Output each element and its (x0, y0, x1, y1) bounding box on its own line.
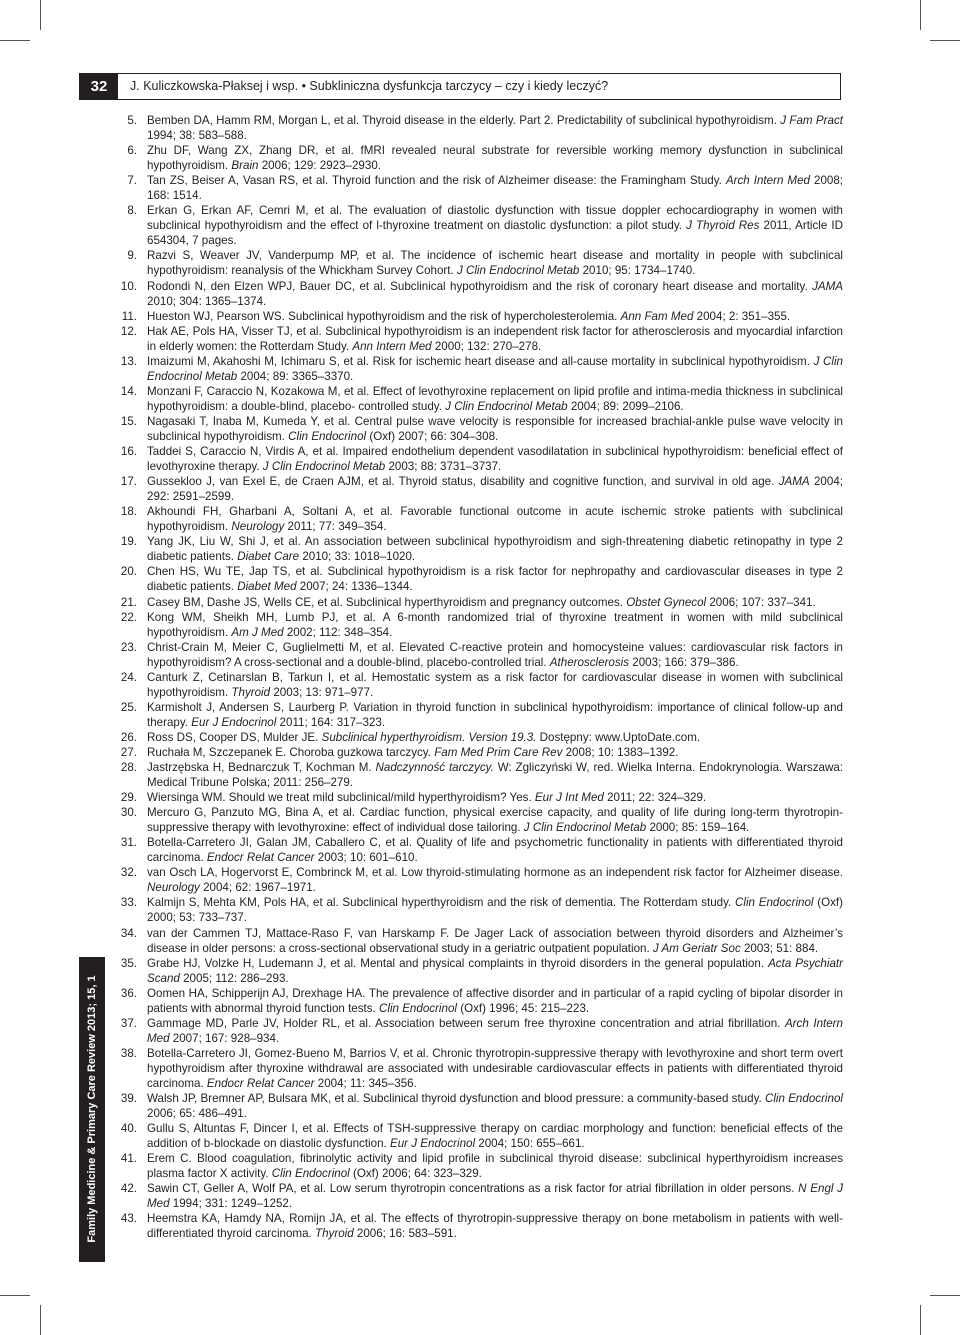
reference-text: Gussekloo J, van Exel E, de Craen AJM, et al. Thyroid status, disability and cognitive function, and survival in old age. (147, 475, 779, 489)
reference-citation: (Oxf) 1996; 45: 215–223. (456, 1001, 590, 1015)
reference-citation: 2003; 88: 3731–3737. (385, 460, 502, 474)
reference-item (113, 835, 843, 865)
reference-number: 27. (120, 745, 137, 759)
reference-journal: Diabet Care (237, 550, 300, 564)
reference-text: Oomen HA, Schipperijn AJ, Drexhage HA. The prevalence of affective disorder and in particular of a rapid cycling of bipolar disorder in patients with abnormal thyroid function tests. (147, 986, 843, 1015)
reference-item (113, 640, 843, 670)
reference-text: Sawin CT, Geller A, Wolf PA, et al. Low serum thyrotropin concentrations as a risk factor for atrial fibrillation in older persons. (147, 1182, 799, 1196)
reference-journal: Arch Intern Med (725, 174, 810, 188)
reference-number: 23. (120, 640, 137, 654)
reference-journal: Clin Endocrinol (735, 896, 814, 910)
reference-citation: 2006; 129: 2923–2930. (258, 159, 381, 173)
reference-text: Erkan G, Erkan AF, Cemri M, et al. The evaluation of diastolic dysfunction with tissue doppler echocardiography in women with subclinical hypothyroidism and the effect of l-thyroxine treatment on diastolic dysfunction: a pilot study. (147, 204, 843, 233)
reference-number: 32. (120, 866, 137, 880)
reference-item (113, 248, 843, 278)
reference-citation: 2002; 112: 348–354. (283, 625, 393, 639)
reference-citation: 2000; 132: 270–278. (431, 339, 542, 353)
reference-journal: Atherosclerosis (549, 655, 630, 669)
reference-text: Razvi S, Weaver JV, Vanderpump MP, et al. The incidence of ischemic heart disease and mortality in people with subclinical hypothyroidism: reanalysis of the Whickham Survey Cohort. (147, 249, 843, 278)
reference-number: 18. (120, 505, 137, 519)
reference-citation: (Oxf) 2000; 53: 733–737. (147, 896, 843, 925)
reference-number: 39. (120, 1092, 137, 1106)
reference-text: Hak AE, Pols HA, Visser TJ, et al. Subclinical hypothyroidism is an independent risk factor for atherosclerosis and myocardial infarction in elderly women: the Rotterdam Study. (147, 324, 843, 353)
reference-item (113, 986, 843, 1016)
reference-item (113, 895, 843, 925)
reference-journal: Clin Endocrinol (764, 1092, 843, 1106)
reference-citation: Dostępny: www.UptoDate.com. (536, 730, 701, 744)
reference-journal: J Thyroid Res (686, 219, 760, 233)
reference-citation: W: Zgliczyński W, red. Wielka Interna. Endokrynologia. Warszawa: Medical Tribune Polska; 2011: 256–279. (147, 761, 843, 790)
reference-journal: J Fam Pract (780, 114, 843, 127)
reference-item (113, 1091, 843, 1121)
reference-text: van Osch LA, Hogervorst E, Combrinck M, et al. Low thyroid-stimulating hormone as an independent risk factor for Alzheimer disease. (147, 866, 843, 880)
reference-number: 43. (120, 1212, 137, 1226)
reference-number: 26. (120, 730, 137, 744)
reference-item (113, 610, 843, 640)
reference-journal: Thyroid (231, 685, 271, 699)
reference-citation: 2003; 51: 884. (740, 941, 819, 955)
reference-text: Botella-Carretero JI, Galan JM, Caballero C, et al. Quality of life and psychometric functionality in patients with differentiated thyroid carcinoma. (147, 836, 843, 865)
reference-journal: Endocr Relat Cancer (206, 851, 315, 865)
reference-item (113, 279, 843, 309)
reference-journal: Arch Intern Med (147, 1016, 843, 1045)
reference-journal: Endocr Relat Cancer (206, 1077, 315, 1090)
reference-text: Walsh JP, Bremner AP, Bulsara MK, et al. Subclinical thyroid dysfunction and blood pressure: a community-based study. (147, 1092, 765, 1106)
reference-item (113, 113, 843, 143)
reference-number: 9. (127, 249, 137, 263)
reference-number: 33. (120, 896, 137, 910)
reference-number: 12. (120, 324, 137, 338)
reference-journal: Ann Fam Med (620, 309, 694, 323)
reference-citation: 2008; 10: 1383–1392. (562, 745, 679, 759)
reference-journal: Am J Med (231, 625, 284, 639)
reference-item (113, 670, 843, 700)
reference-number: 15. (120, 414, 137, 428)
reference-journal: Obstet Gynecol (626, 595, 707, 609)
reference-journal: Neurology (147, 881, 200, 895)
reference-journal: Subclinical hyperthyroidism. Version 19.3. (321, 730, 537, 744)
reference-journal: J Clin Endocrinol Metab (445, 399, 568, 413)
reference-item (113, 564, 843, 594)
reference-number: 19. (120, 535, 137, 549)
reference-text: Chen HS, Wu TE, Jap TS, et al. Subclinical hypothyroidism is a risk factor for nephropathy and cardiovascular diseases in type 2 diabetic patients. (147, 565, 843, 594)
reference-journal: J Clin Endocrinol Metab (456, 264, 580, 278)
reference-item (113, 1181, 843, 1211)
reference-number: 41. (120, 1152, 137, 1166)
reference-citation: (Oxf) 2007; 66: 304–308. (366, 429, 499, 443)
reference-text: Bemben DA, Hamm RM, Morgan L, et al. Thyroid disease in the elderly. Part 2. Predictability of subclinical hypothyroidism. (147, 114, 781, 127)
reference-item (113, 173, 843, 203)
reference-citation: 2004; 89: 3365–3370. (237, 369, 354, 383)
reference-text: Tan ZS, Beiser A, Vasan RS, et al. Thyroid function and the risk of Alzheimer disease: the Framingham Study. (147, 174, 726, 188)
journal-side-label-text: Family Medicine & Primary Care Review 2013; 15, 1 (86, 975, 98, 1243)
reference-journal: Acta Psychiatr Scand (147, 956, 843, 985)
reference-journal: Fam Med Prim Care Rev (434, 745, 563, 759)
reference-journal: Brain (231, 159, 259, 173)
reference-item (113, 474, 843, 504)
reference-number: 40. (120, 1122, 137, 1136)
crop-mark (40, 0, 41, 30)
reference-citation: 2004; 11: 345–356. (314, 1077, 417, 1090)
reference-item (113, 384, 843, 414)
reference-journal: Eur J Int Med (534, 791, 604, 805)
reference-citation: 2011; 77: 349–354. (284, 520, 387, 534)
reference-text: Botella-Carretero JI, Gomez-Bueno M, Barrios V, et al. Chronic thyrotropin-suppressive therapy with levothyroxine and short term overt hypothyroidism after thyroxine withdrawal are associated with undesirable cardiovascular effects in patients with differentiated thyroid carcinoma. (147, 1046, 843, 1090)
reference-citation: 2010; 304: 1365–1374. (147, 294, 267, 308)
reference-journal: J Clin Endocrinol Metab (523, 821, 647, 835)
reference-text: Hueston WJ, Pearson WS. Subclinical hypothyroidism and the risk of hypercholesterolemia. (147, 309, 621, 323)
reference-citation: 2006; 107: 337–341. (706, 595, 816, 609)
reference-journal: Clin Endocrinol (379, 1001, 457, 1015)
reference-number: 42. (120, 1182, 137, 1196)
reference-text: Grabe HJ, Volzke H, Ludemann J, et al. Mental and physical complaints in thyroid disorders in the general population. (147, 956, 769, 970)
reference-text: Imaizumi M, Akahoshi M, Ichimaru S, et al. Risk for ischemic heart disease and all-cause mortality in subclinical hypothyroidism. (147, 354, 814, 368)
reference-citation: 2004; 89: 2099–2106. (567, 399, 684, 413)
reference-item (113, 595, 843, 610)
reference-number: 36. (120, 986, 137, 1000)
reference-number: 30. (120, 806, 137, 820)
reference-journal: J Am Geriatr Soc (652, 941, 741, 955)
reference-item (113, 143, 843, 173)
reference-item (113, 865, 843, 895)
reference-text: Kong WM, Sheikh MH, Lumb PJ, et al. A 6-month randomized trial of thyroxine treatment in women with mild subclinical hypothyroidism. (147, 610, 843, 639)
reference-item (113, 730, 843, 745)
reference-number: 22. (120, 610, 137, 624)
reference-item (113, 790, 843, 805)
reference-text: Karmisholt J, Andersen S, Laurberg P. Variation in thyroid function in subclinical hypothyroidism: importance of clinical follow-up and therapy. (147, 700, 843, 729)
reference-number: 11. (121, 309, 137, 323)
reference-item (113, 203, 843, 248)
crop-mark (40, 1305, 41, 1335)
reference-citation: 1994; 331: 1249–1252. (169, 1197, 293, 1211)
running-title: J. Kuliczkowska-Płaksej i wsp. • Subkliniczna dysfunkcja tarczycy – czy i kiedy leczyć? (130, 79, 609, 93)
reference-number: 8. (127, 204, 137, 218)
reference-item (113, 700, 843, 730)
reference-citation: 2011, Article ID 654304, 7 pages. (147, 219, 844, 248)
reference-item (113, 1211, 843, 1241)
reference-journal: Neurology (231, 520, 285, 534)
reference-journal: Clin Endocrinol (271, 1167, 350, 1181)
reference-journal: J Clin Endocrinol Metab (262, 460, 386, 474)
reference-text: Erem C. Blood coagulation, fibrinolytic activity and lipid profile in subclinical thyroid disease: subclinical hyperthyroidism increases plasma factor X activity. (147, 1152, 843, 1181)
reference-journal: N Engl J Med (147, 1182, 843, 1211)
reference-item (113, 1151, 843, 1181)
reference-number: 16. (120, 445, 137, 459)
reference-item (113, 504, 843, 534)
reference-text: van der Cammen TJ, Mattace-Raso F, van Harskamp F. De Jager Lack of association between thyroid disorders and Alzheimer’s disease in older persons: a cross-sectional observational study in a geriatric outpatient population. (147, 926, 843, 955)
reference-item (113, 444, 843, 474)
reference-item (113, 1016, 843, 1046)
reference-citation: 2007; 167: 928–934. (169, 1031, 280, 1045)
reference-text: Casey BM, Dashe JS, Wells CE, et al. Subclinical hyperthyroidism and pregnancy outcomes. (147, 595, 627, 609)
reference-citation: 1994; 38: 583–588. (147, 129, 247, 143)
reference-text: Nagasaki T, Inaba M, Kumeda Y, et al. Central pulse wave velocity is responsible for increased brachial-ankle pulse wave velocity in subclinical hypothyroidism. (147, 414, 843, 443)
reference-item (113, 324, 843, 354)
reference-number: 35. (120, 956, 137, 970)
reference-text: Ross DS, Cooper DS, Mulder JE. (147, 730, 322, 744)
reference-number: 6. (127, 144, 137, 158)
journal-side-label (79, 957, 105, 1262)
reference-citation: 2010; 33: 1018–1020. (299, 550, 416, 564)
reference-text: Monzani F, Caraccio N, Kozakowa M, et al. Effect of levothyroxine replacement on lipid profile and intima-media thickness in subclinical hypothyroidism: a double-blind, placebo- controlled study. (147, 384, 843, 413)
reference-citation: 2006; 16: 583–591. (353, 1227, 457, 1241)
reference-number: 13. (120, 354, 137, 368)
crop-mark (920, 1305, 921, 1335)
reference-item (113, 309, 843, 324)
reference-citation: 2008; 168: 1514. (147, 174, 844, 203)
reference-journal: JAMA (812, 279, 843, 293)
reference-text: Akhoundi FH, Gharbani A, Soltani A, et al. Favorable functional outcome in acute ischemic stroke patients with subclinical hypothyroidism. (147, 505, 843, 534)
reference-text: Gullu S, Altuntas F, Dincer I, et al. Effects of TSH-suppressive therapy on cardiac morphology and function: beneficial effects of the addition of b-blockade on diastolic dysfunction. (147, 1122, 843, 1151)
crop-mark (0, 40, 30, 41)
reference-citation: (Oxf) 2006; 64: 323–329. (349, 1167, 482, 1181)
reference-journal: Thyroid (315, 1227, 354, 1241)
reference-item (113, 956, 843, 986)
reference-number: 5. (127, 114, 137, 127)
reference-number: 28. (120, 761, 137, 775)
reference-citation: 2004; 62: 1967–1971. (199, 881, 316, 895)
reference-text: Ruchała M, Szczepanek E. Choroba guzkowa tarczycy. (147, 745, 435, 759)
reference-number: 34. (120, 926, 137, 940)
reference-item (113, 1121, 843, 1151)
reference-citation: 2011; 164: 317–323. (276, 715, 386, 729)
reference-text: Christ-Crain M, Meier C, Guglielmetti M, et al. Elevated C-reactive protein and homocysteine values: cardiovascular risk factors in hypothyroidism? A cross-sectional and a double-blind, placebo-controlled trial. (147, 640, 843, 669)
reference-item (113, 414, 843, 444)
reference-journal: Eur J Endocrinol (191, 715, 277, 729)
reference-number: 21. (120, 595, 137, 609)
reference-journal: Nadczynność tarczycy. (375, 761, 494, 775)
reference-citation: 2000; 85: 159–164. (646, 821, 750, 835)
reference-text: Zhu DF, Wang ZX, Zhang DR, et al. fMRI revealed neural substrate for reversible working memory dysfunction in subclinical hypothyroidism. (147, 144, 843, 173)
crop-mark (920, 0, 921, 30)
reference-number: 29. (120, 791, 137, 805)
reference-citation: 2003; 10: 601–610. (314, 851, 418, 865)
reference-text: Yang JK, Liu W, Shi J, et al. An association between subclinical hypothyroidism and sigh-threatening diabetic retinopathy in type 2 diabetic patients. (147, 535, 843, 564)
reference-citation: 2004; 150: 655–661. (475, 1137, 585, 1151)
reference-number: 14. (120, 384, 137, 398)
reference-text: Taddei S, Caraccio N, Virdis A, et al. Impaired endothelium dependent vasodilatation in subclinical hypothyroidism: beneficial effect of levothyroxine therapy. (147, 445, 843, 474)
reference-journal: Eur J Endocrinol (389, 1137, 476, 1151)
reference-citation: 2004; 2: 351–355. (693, 309, 791, 323)
reference-journal: Diabet Med (237, 580, 297, 594)
reference-text: Mercuro G, Panzuto MG, Bina A, et al. Cardiac function, physical exercise capacity, and quality of life during long-term thyrotropin-suppressive therapy with levothyroxine: effect of individual dose tailoring. (147, 806, 843, 835)
reference-citation: 2005; 112: 286–293. (179, 971, 289, 985)
reference-item (113, 926, 843, 956)
page-number: 32 (80, 74, 118, 99)
reference-text: Canturk Z, Cetinarslan B, Tarkun I, et al. Hemostatic system as a risk factor for cardiovascular disease in women with subclinical hypothyroidism. (147, 670, 843, 699)
reference-text: Rodondi N, den Elzen WPJ, Bauer DC, et al. Subclinical hypothyroidism and the risk of coronary heart disease and mortality. (147, 279, 813, 293)
reference-number: 25. (120, 700, 137, 714)
reference-citation: 2004; 292: 2591–2599. (147, 475, 843, 504)
reference-citation: 2006; 65: 486–491. (147, 1107, 247, 1121)
reference-item (113, 534, 843, 564)
crop-mark (930, 1295, 960, 1296)
reference-number: 37. (120, 1016, 137, 1030)
reference-citation: 2003; 13: 971–977. (270, 685, 374, 699)
reference-citation: 2011; 22: 324–329. (603, 791, 707, 805)
reference-item (113, 760, 843, 790)
reference-item (113, 745, 843, 760)
reference-journal: Ann Intern Med (352, 339, 432, 353)
reference-number: 7. (127, 174, 137, 188)
reference-text: Heemstra KA, Hamdy NA, Romijn JA, et al. The effects of thyrotropin-suppressive therapy on bone metabolism in patients with well-differentiated thyroid carcinoma. (147, 1212, 843, 1241)
reference-number: 17. (120, 475, 137, 489)
reference-number: 20. (120, 565, 137, 579)
running-header (79, 73, 841, 100)
reference-number: 10. (120, 279, 137, 293)
reference-number: 31. (120, 836, 137, 850)
reference-citation: 2003; 166: 379–386. (629, 655, 739, 669)
reference-text: Kalmijn S, Mehta KM, Pols HA, et al. Subclinical hyperthyroidism and the risk of dementia. The Rotterdam study. (147, 896, 736, 910)
crop-mark (0, 1295, 30, 1296)
reference-journal: JAMA (778, 475, 810, 489)
crop-mark (930, 40, 960, 41)
reference-journal: J Clin Endocrinol Metab (147, 354, 843, 383)
reference-number: 38. (120, 1046, 137, 1060)
reference-text: Gammage MD, Parle JV, Holder RL, et al. Association between serum free thyroxine concentration and atrial fibrillation. (147, 1016, 785, 1030)
reference-item (113, 805, 843, 835)
reference-number: 24. (120, 670, 137, 684)
reference-journal: Clin Endocrinol (288, 429, 367, 443)
reference-list (113, 113, 843, 1242)
reference-item (113, 1046, 843, 1091)
reference-citation: 2007; 24: 1336–1344. (296, 580, 413, 594)
reference-text: Jastrzębska H, Bednarczuk T, Kochman M. (147, 761, 376, 775)
reference-text: Wiersinga WM. Should we treat mild subclinical/mild hyperthyroidism? Yes. (147, 791, 535, 805)
reference-item (113, 354, 843, 384)
reference-citation: 2010; 95: 1734–1740. (579, 264, 696, 278)
